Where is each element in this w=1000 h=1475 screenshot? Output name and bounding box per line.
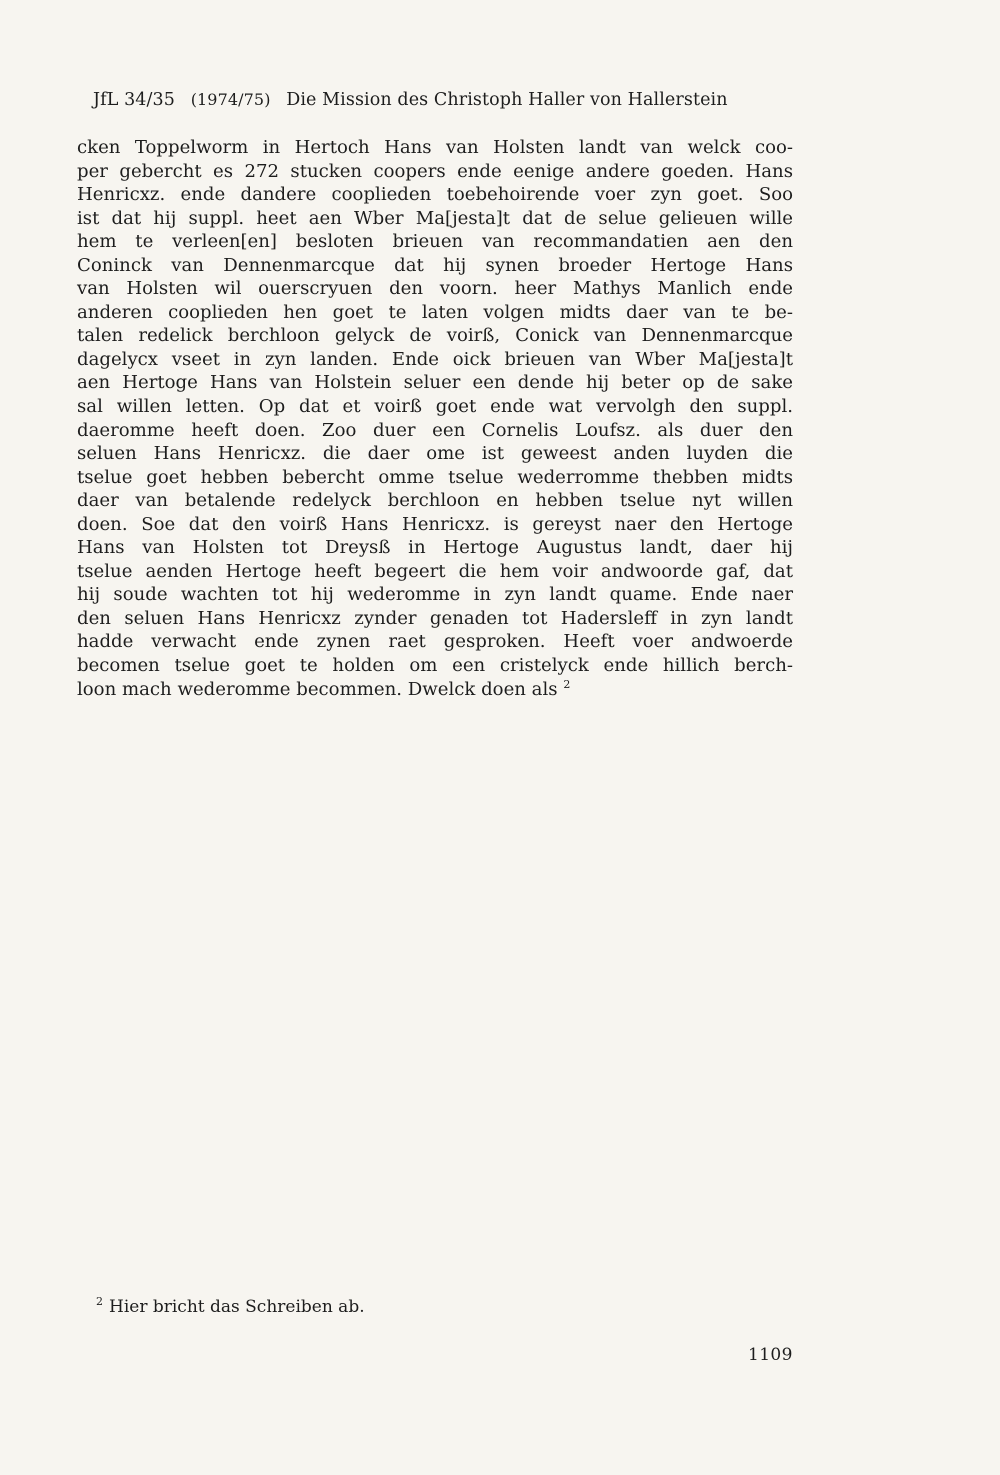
footnote-text: Hier bricht das Schreiben ab.	[109, 1297, 365, 1317]
text-line: tselue goet hebben bebercht omme tselue wederromme thebben midts	[77, 466, 793, 488]
journal-abbreviation: JfL 34/35	[93, 90, 176, 110]
footnote-reference: 2	[563, 677, 571, 691]
page-number: 1109	[748, 1345, 793, 1365]
text-line: aen Hertoge Hans van Holstein seluer een dende hij beter op de sake	[77, 372, 793, 394]
article-title: Die Mission des Christoph Haller von Hallerstein	[286, 90, 728, 110]
text-line: hij soude wachten tot hij wederomme in zyn landt quame. Ende naer	[77, 584, 793, 606]
text-line: sal willen letten. Op dat et voirß goet ende wat vervolgh den suppl.	[77, 396, 793, 418]
text-line: Hans van Holsten tot Dreysß in Hertoge Augustus landt, daer hij	[77, 537, 793, 559]
last-line-text: loon mach wederomme becommen. Dwelck doen als	[77, 678, 558, 700]
text-line: Coninck van Dennenmarcque dat hij synen broeder Hertoge Hans	[77, 254, 793, 276]
text-line: Henricxz. ende dandere cooplieden toebehoirende voer zyn goet. Soo	[77, 184, 793, 206]
footnote	[96, 1297, 796, 1317]
text-line: daeromme heeft doen. Zoo duer een Cornelis Loufsz. als duer den	[77, 419, 793, 441]
text-line: becomen tselue goet te holden om een cristelyck ende hillich berch-	[77, 655, 793, 677]
text-line: daer van betalende redelyck berchloon en hebben tselue nyt willen	[77, 490, 793, 512]
text-line: dagelycx vseet in zyn landen. Ende oick brieuen van Wber Ma[jesta]t	[77, 348, 793, 370]
text-line: den seluen Hans Henricxz zynder genaden tot Hadersleff in zyn landt	[77, 607, 793, 629]
body-text	[77, 136, 793, 701]
text-line: cken Toppelworm in Hertoch Hans van Holsten landt van welck coo-	[77, 137, 793, 158]
footnote-mark: 2	[96, 1295, 103, 1309]
text-line: hadde verwacht ende zynen raet gesproken. Heeft voer andwoerde	[77, 631, 793, 653]
text-line: per gebercht es 272 stucken coopers ende eenige andere goeden. Hans	[77, 160, 793, 182]
journal-volume-year: (1974/75)	[190, 90, 271, 109]
running-header	[93, 90, 793, 110]
text-line-last	[77, 678, 793, 702]
text-line: talen redelick berchloon gelyck de voirß, Conick van Dennenmarcque	[77, 325, 793, 347]
text-line: seluen Hans Henricxz. die daer ome ist geweest anden luyden die	[77, 443, 793, 465]
text-line: hem te verleen[en] besloten brieuen van recommandatien aen den	[77, 231, 793, 253]
text-line: tselue aenden Hertoge heeft begeert die hem voir andwoorde gaf, dat	[77, 560, 793, 582]
text-line: anderen cooplieden hen goet te laten volgen midts daer van te be-	[77, 301, 793, 323]
text-line: doen. Soe dat den voirß Hans Henricxz. is gereyst naer den Hertoge	[77, 513, 793, 535]
text-line: van Holsten wil ouerscryuen den voorn. heer Mathys Manlich ende	[77, 278, 793, 300]
text-line: ist dat hij suppl. heet aen Wber Ma[jesta]t dat de selue gelieuen wille	[77, 207, 793, 229]
